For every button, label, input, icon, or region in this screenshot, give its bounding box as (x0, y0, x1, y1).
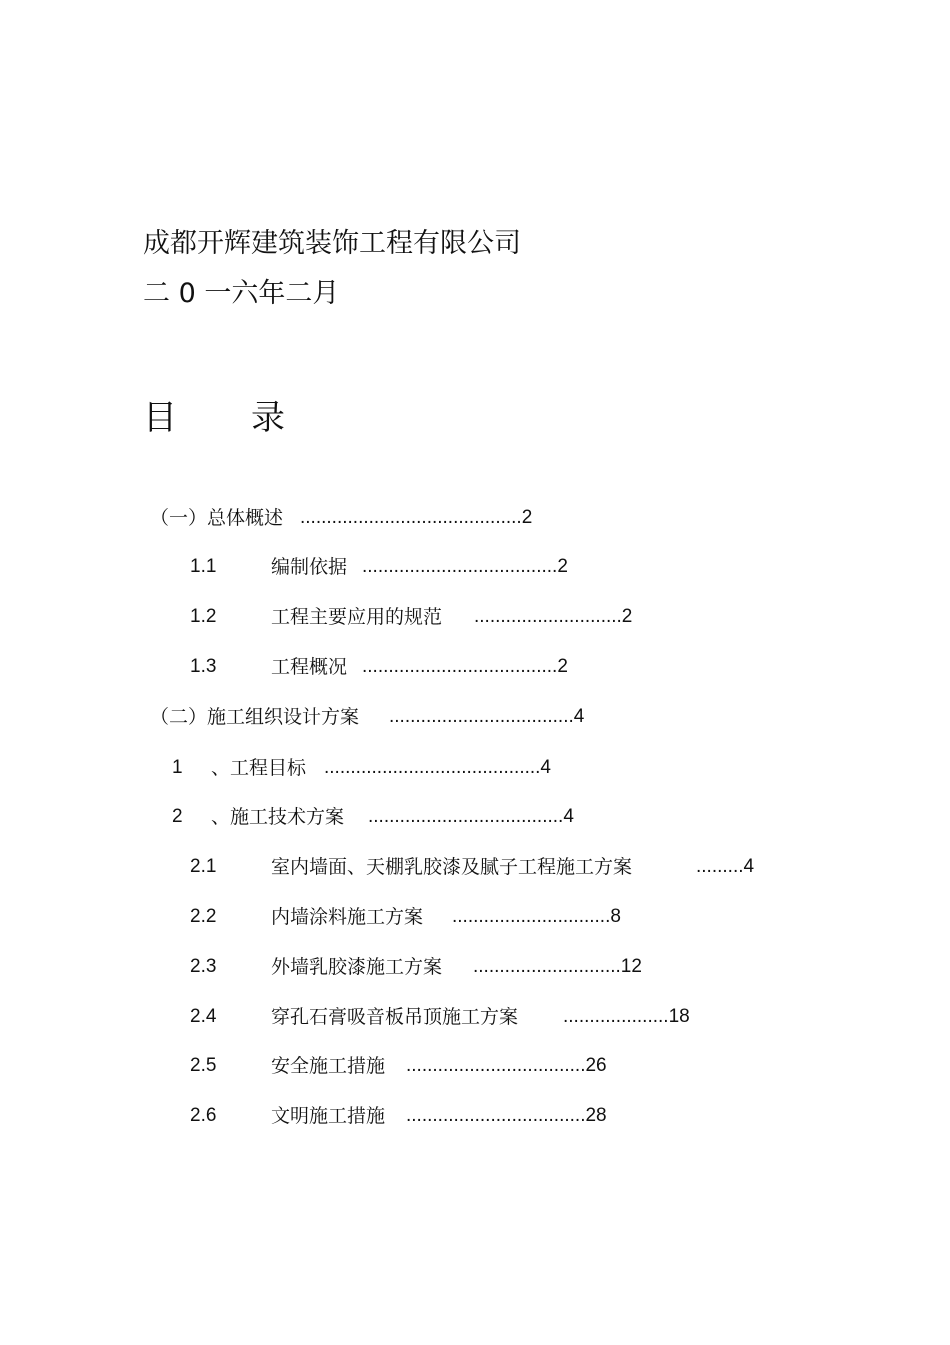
toc-entry-text: 穿孔石膏吸音板吊顶施工方案 (271, 1006, 519, 1028)
toc-entry-text: 工程概况 (271, 656, 348, 678)
toc-entry-number: 2.3 (190, 956, 217, 977)
toc-entry-dots-page: ....................18 (563, 1006, 690, 1027)
toc-entry-text: 、施工技术方案 (211, 806, 345, 828)
toc-entry-number: 2 (172, 806, 183, 827)
toc-title-right: 录 (251, 398, 285, 438)
toc-entry-number: 1 (172, 757, 183, 778)
toc-entry-number: 2.2 (190, 906, 217, 927)
toc-title-left: 目 (143, 398, 177, 438)
toc-entry-number: 1.2 (190, 606, 217, 627)
toc-entry-dots-page: ............................2 (474, 606, 633, 627)
toc-entry-dots-page: ..............................8 (452, 906, 621, 927)
toc-entry-dots-page: ...................................4 (389, 706, 585, 727)
toc-entry-dots-page: ..................................26 (406, 1055, 607, 1076)
toc-entry-text: 室内墙面、天棚乳胶漆及腻子工程施工方案 (271, 856, 633, 878)
toc-entry-dots-page: .....................................2 (362, 556, 568, 577)
toc-entry-number: 1.1 (190, 556, 217, 577)
toc-entry-text: 内墙涂料施工方案 (271, 906, 424, 928)
toc-entry-dots-page: .....................................4 (368, 806, 574, 827)
toc-title (143, 396, 285, 440)
toc-entry-number: 2.6 (190, 1105, 217, 1126)
toc-entry-text: 外墙乳胶漆施工方案 (271, 956, 443, 978)
document-date: 二 0 一六年二月 (143, 278, 340, 309)
toc-entry-dots-page: ..................................28 (406, 1105, 607, 1126)
toc-entry-text: 安全施工措施 (271, 1055, 386, 1077)
toc-entry-text: 编制依据 (271, 556, 348, 578)
toc-entry-number: 2.1 (190, 856, 217, 877)
toc-entry-text: 工程主要应用的规范 (271, 606, 443, 628)
toc-entry-number: 1.3 (190, 656, 217, 677)
toc-entry-dots-page: .....................................2 (362, 656, 568, 677)
toc-entry-dots-page: .........................................4 (324, 757, 551, 778)
toc-entry-text: （二）施工组织设计方案 (150, 706, 360, 728)
toc-entry-number: 2.5 (190, 1055, 217, 1076)
toc-entry-dots-page: .........4 (696, 856, 755, 877)
toc-entry-dots-page: ..........................................2 (300, 507, 533, 528)
toc-entry-text: （一）总体概述 (150, 507, 284, 529)
toc-entry-text: 文明施工措施 (271, 1105, 386, 1127)
toc-entry-dots-page: ............................12 (473, 956, 642, 977)
toc-entry-text: 、工程目标 (211, 757, 307, 779)
company-name: 成都开辉建筑装饰工程有限公司 (143, 228, 521, 259)
toc-entry-number: 2.4 (190, 1006, 217, 1027)
